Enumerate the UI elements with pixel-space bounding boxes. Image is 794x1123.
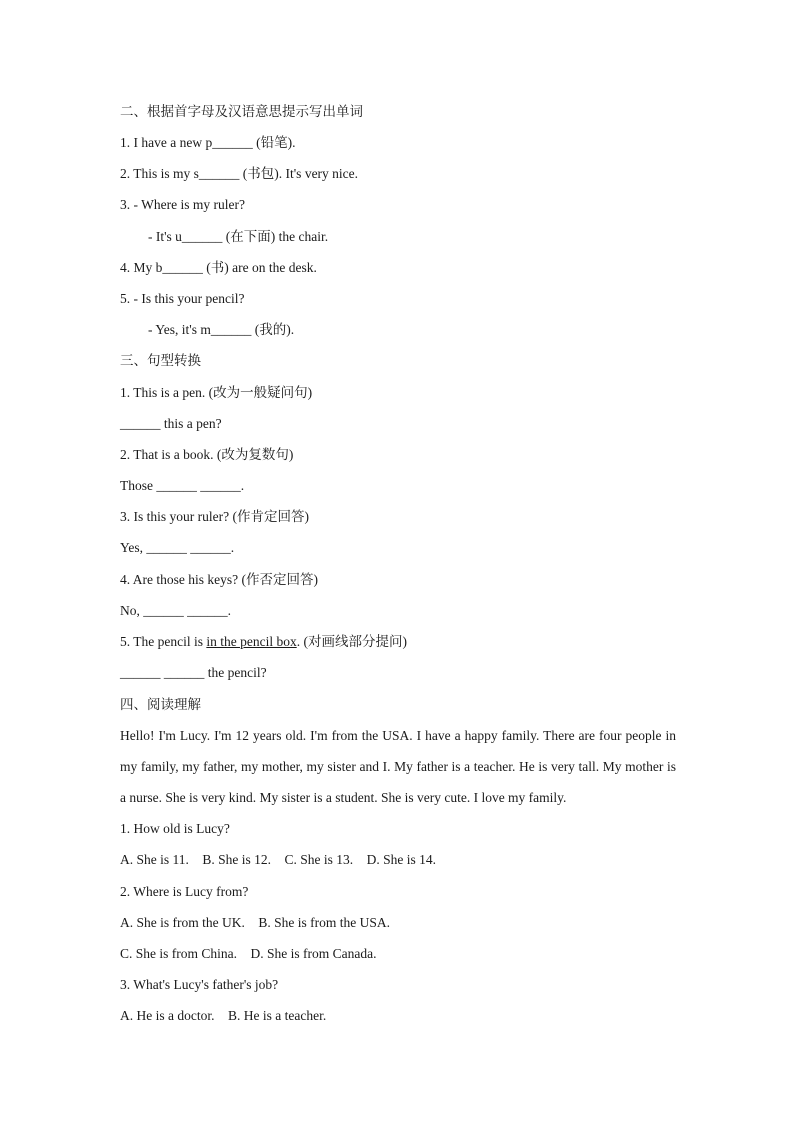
s3-item-3-answer: Yes, ______ ______. [120,540,235,555]
s3-item-4: 4. Are those his keys? (作否定回答) [120,572,318,587]
s2-item-3-question: 3. - Where is my ruler? [120,197,245,212]
s4-question-1: 1. How old is Lucy? [120,821,230,836]
s3-item-2: 2. That is a book. (改为复数句) [120,447,294,462]
section-4-heading: 四、阅读理解 [120,697,201,712]
s2-item-5-question: 5. - Is this your pencil? [120,291,245,306]
section-3-heading: 三、句型转换 [120,353,201,368]
s3-item-1: 1. This is a pen. (改为一般疑问句) [120,385,313,400]
s2-item-2: 2. This is my s______ (书包). It's very nice. [120,166,359,181]
s2-item-5-answer: - Yes, it's m______ (我的). [148,322,295,337]
s4-question-3: 3. What's Lucy's father's job? [120,977,279,992]
s4-question-1-options: A. She is 11. B. She is 12. C. She is 13. D. She is 14. [120,852,437,867]
s3-item-2-answer: Those ______ ______. [120,478,245,493]
s3-item-1-answer: ______ this a pen? [120,416,222,431]
s4-question-2: 2. Where is Lucy from? [120,884,249,899]
s3-item-4-answer: No, ______ ______. [120,603,231,618]
s4-question-3-options: A. He is a doctor. B. He is a teacher. [120,1008,327,1023]
s2-item-4: 4. My b______ (书) are on the desk. [120,260,317,275]
s3-item-5-answer: ______ ______ the pencil? [120,665,267,680]
s3-item-5-prefix: 5. The pencil is [120,634,207,649]
s3-item-5-suffix: . (对画线部分提问) [296,634,407,649]
s4-question-2-options-ab: A. She is from the UK. B. She is from the USA. [120,915,390,930]
section-2-heading: 二、根据首字母及汉语意思提示写出单词 [120,104,363,119]
s2-item-1: 1. I have a new p______ (铅笔). [120,135,296,150]
s3-item-5 [120,633,407,651]
s3-item-3: 3. Is this your ruler? (作肯定回答) [120,509,309,524]
s3-item-5-underlined: in the pencil box [206,634,297,649]
s4-question-2-options-cd: C. She is from China. D. She is from Canada. [120,946,377,961]
s2-item-3-answer: - It's u______ (在下面) the chair. [148,229,329,244]
reading-passage: Hello! I'm Lucy. I'm 12 years old. I'm from the USA. I have a happy family. There are four people in my family, my father, my mother, my sister and I. My father is a teacher. He is very tall. My mother is a nurse. She is very kind. My sister is a student. She is very cute. I love my family. [120,728,676,805]
